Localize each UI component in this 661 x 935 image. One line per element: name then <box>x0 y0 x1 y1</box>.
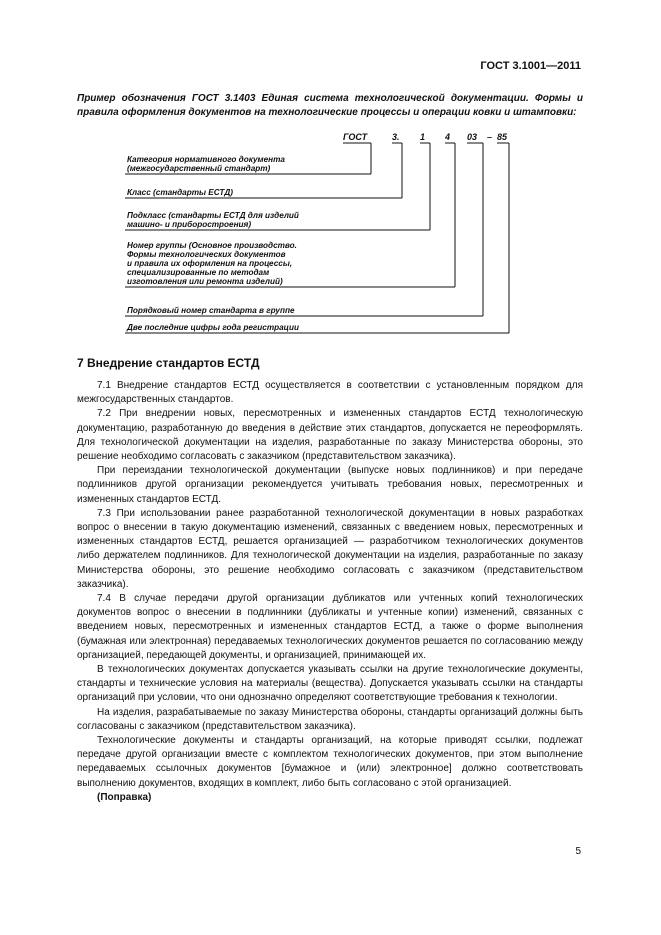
designation-code: 85 <box>497 132 508 142</box>
paragraph: При переиздании технологической документации (выпуске новых подлинников) и при передаче подлинников другой организации рекомендуется учитывать требования новых, пересмотренных и измененных стандартов ЕСТД. <box>77 465 583 505</box>
designation-label: машино- и приборостроения) <box>127 220 252 229</box>
paragraph: На изделия, разрабатываемые по заказу Министерства обороны, стандарты организаций должны быть согласованы с заказчиком (представительством заказчика). <box>77 706 583 732</box>
designation-code: – <box>487 132 493 142</box>
designation-example-text: Пример обозначения ГОСТ 3.1403 Единая система технологической документации. Формы и правила оформления документов на технологические процессы и операции ковки и штамповки: <box>77 93 583 118</box>
designation-code: 4 <box>445 132 451 142</box>
designation-codes <box>343 132 508 142</box>
amendment-note: (Поправка) <box>97 791 152 803</box>
designation-label: (межгосударственный стандарт) <box>127 164 271 173</box>
paragraph: Технологические документы и стандарты организаций, на которые приводят ссылки, подлежат передаче другой организации вместе с комплектом технологических документов, при этом выполнение передаваемых ссылочных документов [бумажное и (или) электронное] должно соответствовать выполнению документов, входящих в комплект, либо быть согласовано с этой организацией. <box>77 735 583 789</box>
paragraph: В технологических документах допускается указывать ссылки на другие технологические документы, стандарты и технические условия на материалы (вещества). Допускается указывать ссылки на стандарты организаций при условии, что они однозначно определяют соответствующие требования к технологии. <box>77 664 583 704</box>
designation-code: 03 <box>467 132 478 142</box>
designation-label: специализированные по методам <box>127 268 270 277</box>
section-title: 7 Внедрение стандартов ЕСТД <box>77 356 260 370</box>
designation-label: Две последние цифры года регистрации <box>127 323 299 332</box>
paragraph: 7.1 Внедрение стандартов ЕСТД осуществляется в соответствии с установленным порядком для межгосударственных стандартов. <box>77 380 583 406</box>
designation-code: 1 <box>420 132 426 142</box>
paragraph: 7.3 При использовании ранее разработанной технологической документации в новых разработках вопрос о внесении в такую документацию изменений, связанных с введением новых, пересмотренных и измененных стандартов ЕСТД, решается организацией — разработчиком технологических документов либо держателем подлинников. Для технологической документации на изделия, разработанные по заказу Министерства обороны, это решение необходимо согласовать с заказчиком (представительством заказчика). <box>77 507 583 590</box>
designation-labels <box>126 155 299 332</box>
designation-label: Подкласс (стандарты ЕСТД для изделий <box>127 211 299 220</box>
designation-code: 3. <box>392 132 400 142</box>
designation-label: изготовления или ремонта изделий) <box>127 277 283 286</box>
designation-label: Порядковый номер стандарта в группе <box>127 306 295 315</box>
designation-label: и правила их оформления на процессы, <box>127 259 293 268</box>
designation-label: Класс (стандарты ЕСТД) <box>127 188 233 197</box>
paragraph: 7.2 При внедрении новых, пересмотренных и измененных стандартов ЕСТД технологическую документацию, разработанную до введения в действие этих стандартов, допускается не переоформлять. Для технологической документации на изделия, разработанные по заказу Министерства обороны, это решение необходимо согласовать с заказчиком (представительством заказчика). <box>77 408 583 463</box>
designation-label: Категория нормативного документа <box>127 155 285 164</box>
standard-header: ГОСТ 3.1001—2011 <box>480 60 581 72</box>
designation-label: Номер группы (Основное производство. <box>127 241 297 250</box>
paragraph: 7.4 В случае передачи другой организации дубликатов или учтенных копий технологических документов вопрос о внесении в подлинники (дубликаты и учтенные копии) изменений, связанных с введением новых, пересмотренных и измененных стандартов ЕСТД, а также о форме выполнения (бумажная или электронная) передаваемых технологических документов решается по согласованию между организацией, передающей документы, и организацией, принимающей их. <box>77 593 583 661</box>
page-number: 5 <box>575 846 581 857</box>
section-body <box>77 379 583 805</box>
designation-code: ГОСТ <box>343 132 368 142</box>
designation-label: Формы технологических документов <box>127 250 286 259</box>
